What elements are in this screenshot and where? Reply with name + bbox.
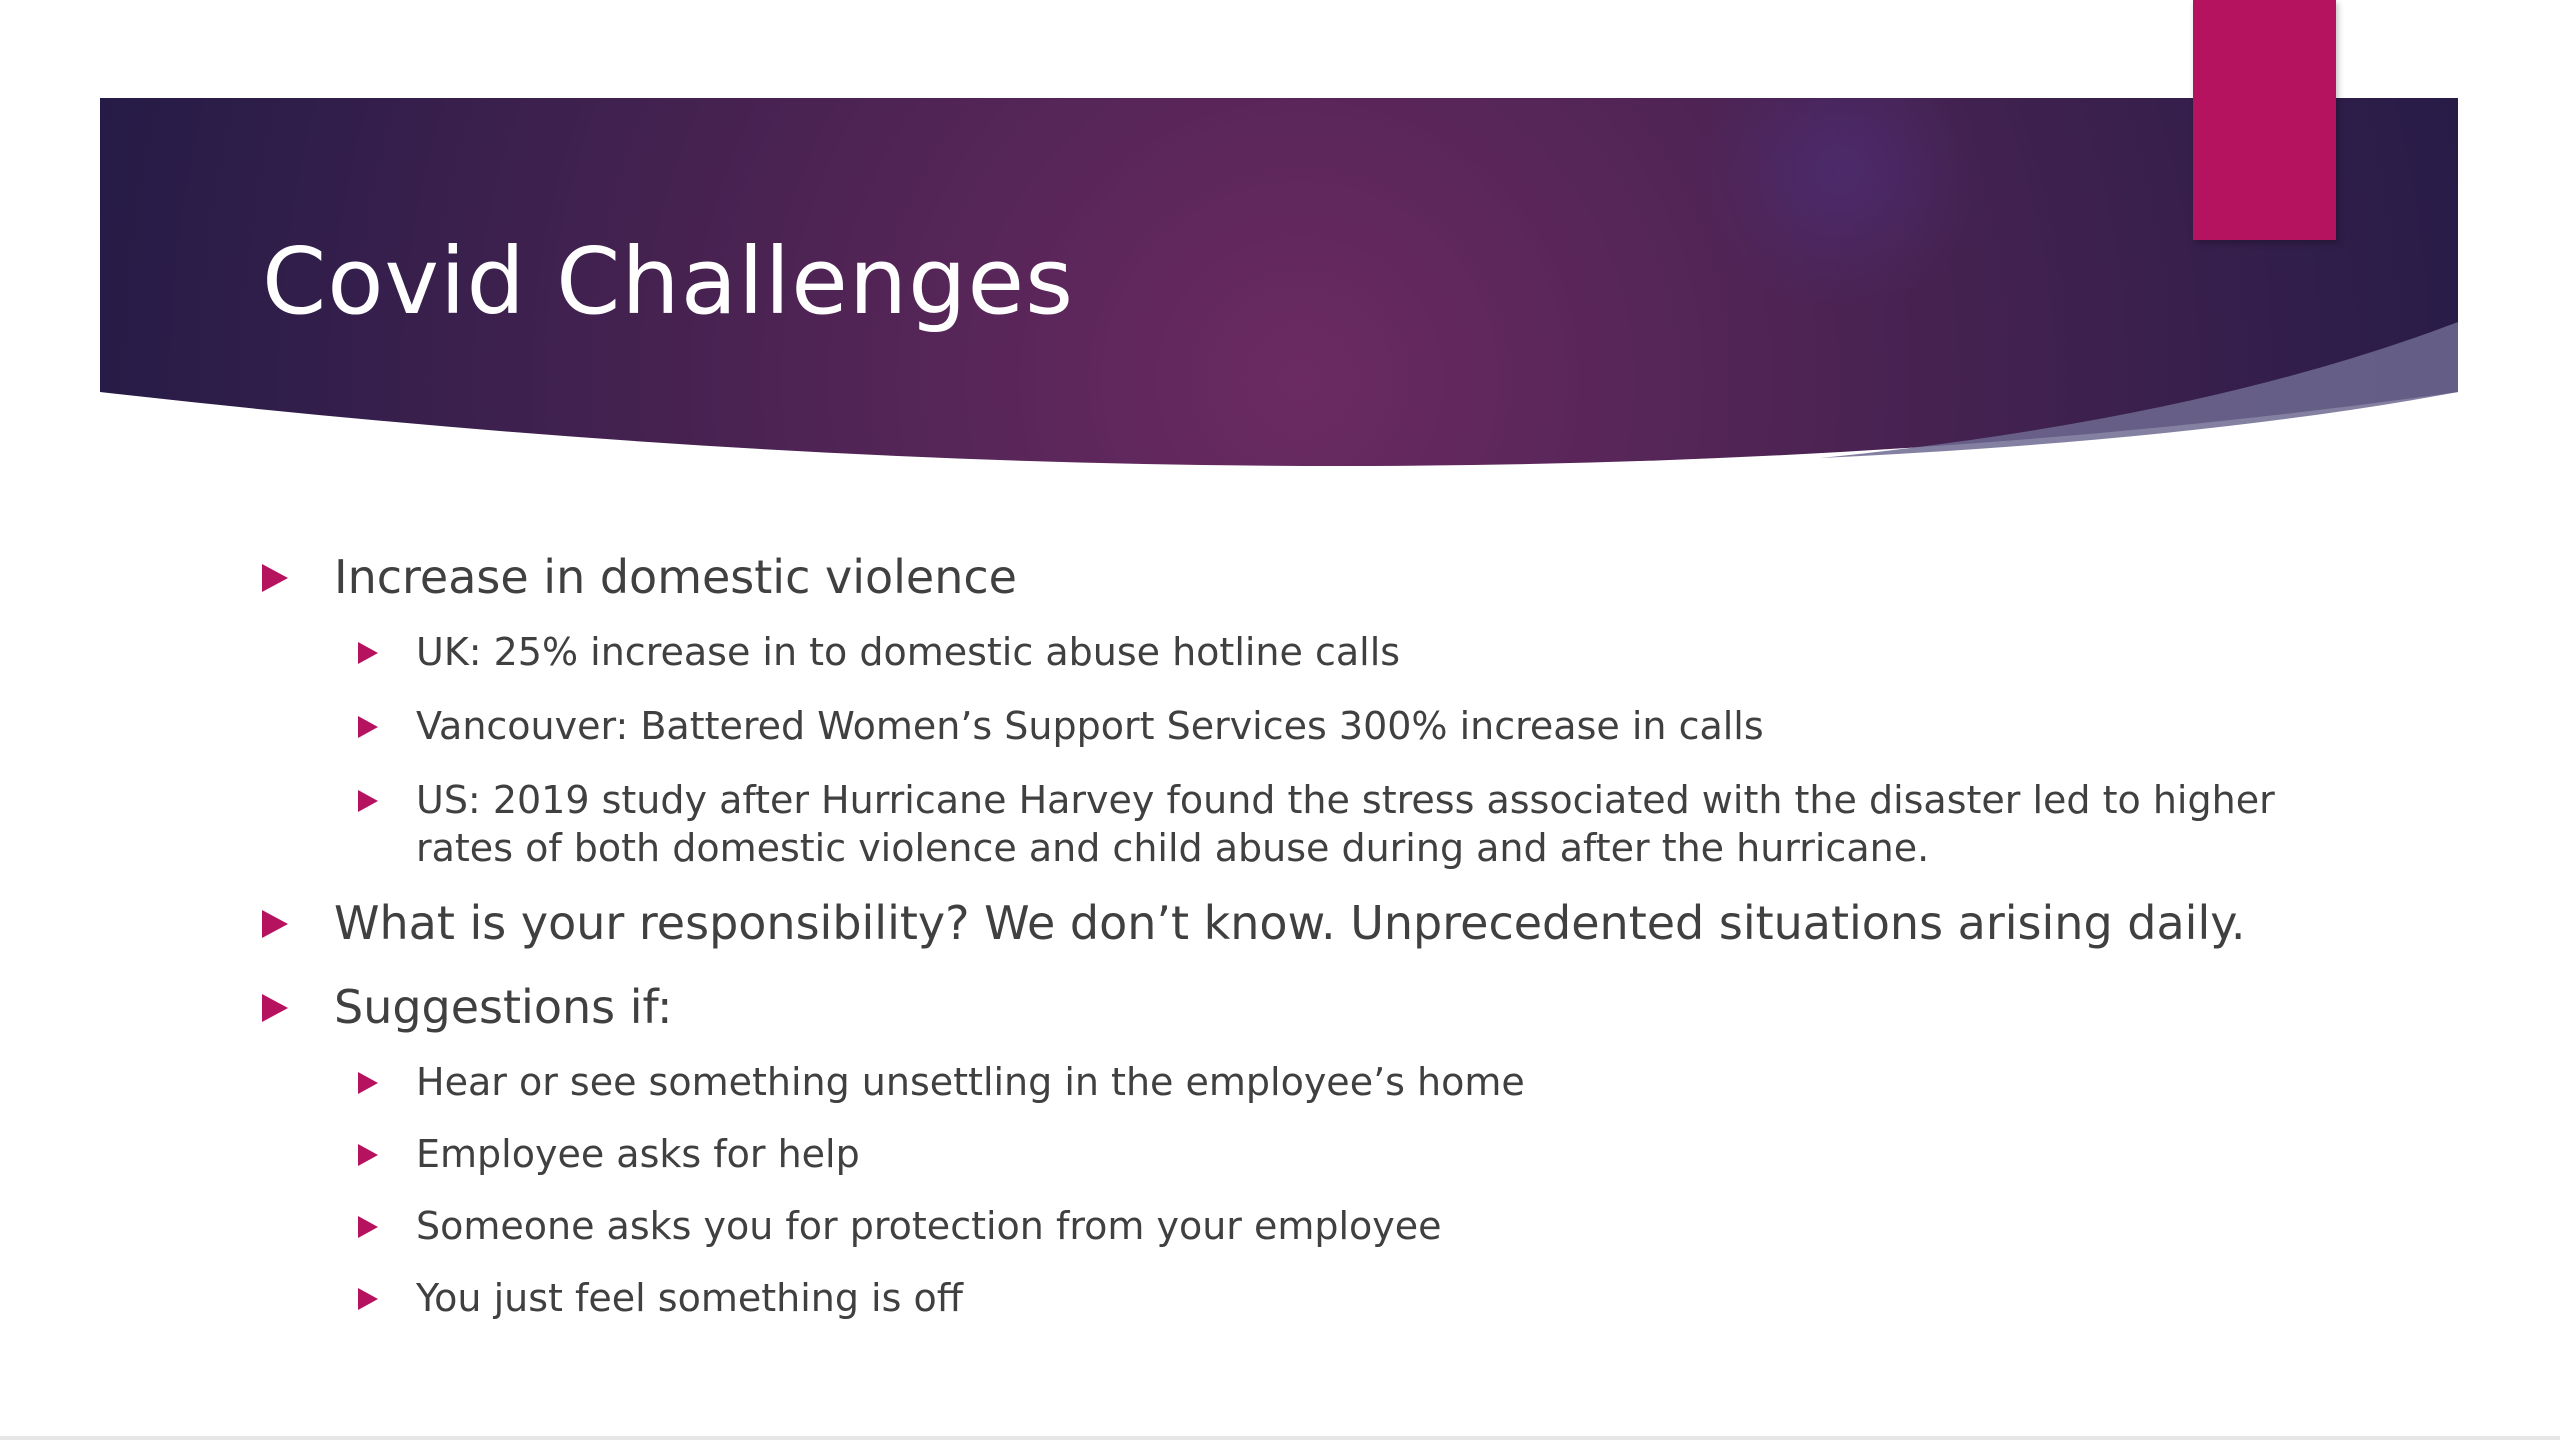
- triangle-right-icon: [358, 1144, 378, 1166]
- bullet-2: [262, 894, 2382, 952]
- triangle-right-icon: [358, 1216, 378, 1238]
- bullet-3-sub-2: [358, 1130, 2382, 1178]
- bullet-1-sub-3-text: US: 2019 study after Hurricane Harvey found the stress associated with the disaster led to higher rates of both domestic violence and child abuse during and after the hurricane.: [416, 778, 2275, 870]
- bottom-divider: [0, 1436, 2560, 1440]
- bullet-1: [262, 548, 2382, 606]
- bullet-1-sub-1-text: UK: 25% increase in to domestic abuse hotline calls: [416, 630, 1401, 674]
- triangle-right-icon: [358, 642, 378, 664]
- bullet-1-text: Increase in domestic violence: [334, 550, 1017, 604]
- bullet-1-sub-2-text: Vancouver: Battered Women’s Support Services 300% increase in calls: [416, 704, 1764, 748]
- bullet-3-sub-3: [358, 1202, 2382, 1250]
- bullet-3-sub-4-text: You just feel something is off: [416, 1276, 963, 1320]
- bullet-3-sub-3-text: Someone asks you for protection from your employee: [416, 1204, 1442, 1248]
- triangle-right-icon: [358, 1288, 378, 1310]
- triangle-right-icon: [262, 994, 288, 1022]
- triangle-right-icon: [262, 910, 288, 938]
- bullet-3-sub-1-text: Hear or see something unsettling in the employee’s home: [416, 1060, 1525, 1104]
- bullet-2-text: What is your responsibility? We don’t know. Unprecedented situations arising daily.: [334, 896, 2246, 950]
- bullet-1-sub-3: [358, 776, 2382, 872]
- bullet-1-sub-2: [358, 702, 2382, 750]
- triangle-right-icon: [358, 790, 378, 812]
- bullet-3-text: Suggestions if:: [334, 980, 673, 1034]
- slide-content: [262, 548, 2382, 1322]
- bullet-3: [262, 978, 2382, 1036]
- triangle-right-icon: [358, 1072, 378, 1094]
- bullet-3-sub-2-text: Employee asks for help: [416, 1132, 860, 1176]
- bullet-3-sub-1: [358, 1058, 2382, 1106]
- triangle-right-icon: [358, 716, 378, 738]
- triangle-right-icon: [262, 564, 288, 592]
- bullet-1-sub-1: [358, 628, 2382, 676]
- bullet-3-sub-4: [358, 1274, 2382, 1322]
- slide-title: Covid Challenges: [262, 228, 1075, 335]
- accent-tab: [2193, 0, 2336, 240]
